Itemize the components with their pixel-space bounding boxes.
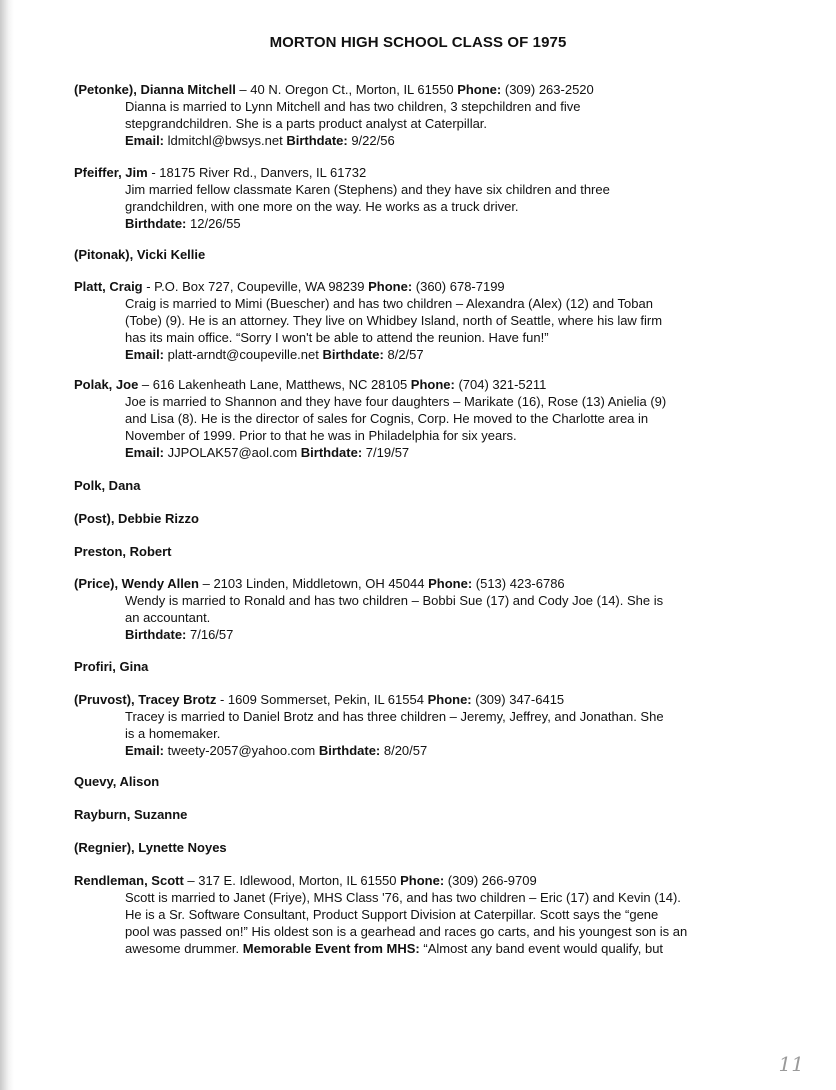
entry-price <box>74 575 754 643</box>
entry-pfeiffer <box>74 164 754 232</box>
entry-body <box>125 393 754 461</box>
entry-polk <box>74 477 754 494</box>
email-label: Email: <box>125 743 165 758</box>
entry-preston <box>74 543 754 560</box>
email-label: Email: <box>125 347 165 362</box>
entry-name: Profiri, Gina <box>74 659 149 674</box>
phone-label: Phone: <box>457 82 502 97</box>
entry-header <box>74 872 754 889</box>
entry-birthdate: 7/16/57 <box>186 627 234 642</box>
entry-profiri <box>74 658 754 675</box>
entry-address: – 40 N. Oregon Ct., Morton, IL 61550 <box>235 82 458 97</box>
entry-text-line: November of 1999. Prior to that he was in Philadelphia for six years. <box>125 428 517 443</box>
entry-header <box>74 81 754 98</box>
entry-regnier <box>74 839 754 856</box>
entry-email: JJPOLAK57@aol.com <box>164 445 301 460</box>
entry-contact <box>125 444 754 461</box>
phone-label: Phone: <box>400 873 445 888</box>
entry-text: awesome drummer. <box>125 941 243 956</box>
entry-address: – 2103 Linden, Middletown, OH 45044 <box>198 576 429 591</box>
entry-rayburn <box>74 806 754 823</box>
entry-birthdate: 8/2/57 <box>383 347 424 362</box>
phone-label: Phone: <box>427 692 472 707</box>
entry-contact <box>125 742 754 759</box>
entry-phone: (513) 423-6786 <box>472 576 565 591</box>
entry-platt <box>74 278 754 363</box>
entry-text-line: pool was passed on!” His oldest son is a gearhead and races go carts, and his youngest son is an <box>125 924 688 939</box>
entry-header <box>74 376 754 393</box>
entry-header <box>74 773 754 790</box>
entry-header <box>74 278 754 295</box>
phone-label: Phone: <box>368 279 413 294</box>
birthdate-label: Birthdate: <box>300 445 363 460</box>
entry-text-line: stepgrandchildren. She is a parts product analyst at Caterpillar. <box>125 116 488 131</box>
entry-text-line: grandchildren, with one more on the way. He works as a truck driver. <box>125 199 519 214</box>
entry-text-line: Craig is married to Mimi (Buescher) and has two children – Alexandra (Alex) (12) and Toban <box>125 296 653 311</box>
entry-email: ldmitchl@bwsys.net <box>164 133 287 148</box>
email-label: Email: <box>125 445 165 460</box>
entry-phone: (704) 321-5211 <box>454 377 547 392</box>
entry-email: tweety-2057@yahoo.com <box>164 743 319 758</box>
entry-pitonak <box>74 246 754 263</box>
entry-text-line: Dianna is married to Lynn Mitchell and has two children, 3 stepchildren and five <box>125 99 581 114</box>
entry-contact <box>125 215 754 232</box>
entry-header <box>74 806 754 823</box>
email-label: Email: <box>125 133 165 148</box>
entry-phone: (360) 678-7199 <box>412 279 505 294</box>
birthdate-label: Birthdate: <box>318 743 381 758</box>
entry-text-line <box>125 940 754 957</box>
entry-name: Quevy, Alison <box>74 774 160 789</box>
entry-phone: (309) 266-9709 <box>444 873 537 888</box>
entry-text-line: has its main office. “Sorry I won't be able to attend the reunion. Have fun!” <box>125 330 549 345</box>
page-number: 11 <box>778 1052 804 1076</box>
entry-text-line: Tracey is married to Daniel Brotz and has three children – Jeremy, Jeffrey, and Jonathan. She <box>125 709 664 724</box>
entry-name: Preston, Robert <box>74 544 172 559</box>
entry-header <box>74 164 754 181</box>
entry-address: - 1609 Sommerset, Pekin, IL 61554 <box>216 692 428 707</box>
entry-quevy <box>74 773 754 790</box>
entry-text-line: (Tobe) (9). He is an attorney. They live on Whidbey Island, north of Seattle, where his law firm <box>125 313 663 328</box>
entry-birthdate: 12/26/55 <box>186 216 241 231</box>
entry-body <box>125 889 754 957</box>
entry-header <box>74 543 754 560</box>
entry-header <box>74 658 754 675</box>
entry-name: Polak, Joe <box>74 377 139 392</box>
entry-text-line: Jim married fellow classmate Karen (Stephens) and they have six children and three <box>125 182 610 197</box>
entry-email: platt-arndt@coupeville.net <box>164 347 323 362</box>
entry-petonke <box>74 81 754 149</box>
entry-birthdate: 8/20/57 <box>380 743 428 758</box>
entry-post <box>74 510 754 527</box>
memorable-event-label: Memorable Event from MHS: <box>242 941 420 956</box>
entry-header <box>74 839 754 856</box>
phone-label: Phone: <box>428 576 473 591</box>
entry-address: - P.O. Box 727, Coupeville, WA 98239 <box>142 279 369 294</box>
birthdate-label: Birthdate: <box>125 627 187 642</box>
memorable-event-text: “Almost any band event would qualify, but <box>419 941 664 956</box>
entry-name: (Pruvost), Tracey Brotz <box>74 692 217 707</box>
entry-text-line: Scott is married to Janet (Friye), MHS Class '76, and has two children – Eric (17) and Kevin (14). <box>125 890 681 905</box>
birthdate-label: Birthdate: <box>322 347 384 362</box>
entry-text-line: He is a Sr. Software Consultant, Product Support Division at Caterpillar. Scott says the “gene <box>125 907 659 922</box>
entry-contact <box>125 626 754 643</box>
entry-body <box>125 295 754 363</box>
page-title: MORTON HIGH SCHOOL CLASS OF 1975 <box>269 34 567 51</box>
entry-text-line: an accountant. <box>125 610 211 625</box>
entry-header <box>74 691 754 708</box>
entry-rendleman <box>74 872 754 957</box>
entry-body <box>125 98 754 149</box>
entry-name: Platt, Craig <box>74 279 143 294</box>
entry-name: Polk, Dana <box>74 478 141 493</box>
entry-name: (Price), Wendy Allen <box>74 576 199 591</box>
entry-name: (Regnier), Lynette Noyes <box>74 840 227 855</box>
entry-name: Pfeiffer, Jim <box>74 165 148 180</box>
entry-text-line: and Lisa (8). He is the director of sales for Cognis, Corp. He moved to the Charlotte area in <box>125 411 649 426</box>
entry-header <box>74 510 754 527</box>
entry-birthdate: 9/22/56 <box>347 133 395 148</box>
entry-birthdate: 7/19/57 <box>362 445 410 460</box>
entry-header <box>74 477 754 494</box>
entry-body <box>125 181 754 232</box>
entry-phone: (309) 347-6415 <box>471 692 565 707</box>
entry-phone: (309) 263-2520 <box>501 82 594 97</box>
birthdate-label: Birthdate: <box>125 216 187 231</box>
entry-address: – 616 Lakenheath Lane, Matthews, NC 28105 <box>138 377 411 392</box>
entry-address: – 317 E. Idlewood, Morton, IL 61550 <box>183 873 401 888</box>
phone-label: Phone: <box>410 377 455 392</box>
entry-name: (Post), Debbie Rizzo <box>74 511 199 526</box>
entry-text-line: is a homemaker. <box>125 726 221 741</box>
entry-body <box>125 592 754 643</box>
entry-contact <box>125 132 754 149</box>
entry-header <box>74 246 754 263</box>
entry-name: (Petonke), Dianna Mitchell <box>74 82 236 97</box>
entry-polak <box>74 376 754 461</box>
entry-name: Rayburn, Suzanne <box>74 807 188 822</box>
entry-text-line: Wendy is married to Ronald and has two children – Bobbi Sue (17) and Cody Joe (14). She is <box>125 593 664 608</box>
entry-address: - 18175 River Rd., Danvers, IL 61732 <box>147 165 367 180</box>
entry-body <box>125 708 754 759</box>
entry-pruvost <box>74 691 754 759</box>
birthdate-label: Birthdate: <box>286 133 348 148</box>
entry-contact <box>125 346 754 363</box>
entry-name: (Pitonak), Vicki Kellie <box>74 247 206 262</box>
entry-name: Rendleman, Scott <box>74 873 184 888</box>
entry-text-line: Joe is married to Shannon and they have four daughters – Marikate (16), Rose (13) Anielia (9) <box>125 394 667 409</box>
entry-header <box>74 575 754 592</box>
